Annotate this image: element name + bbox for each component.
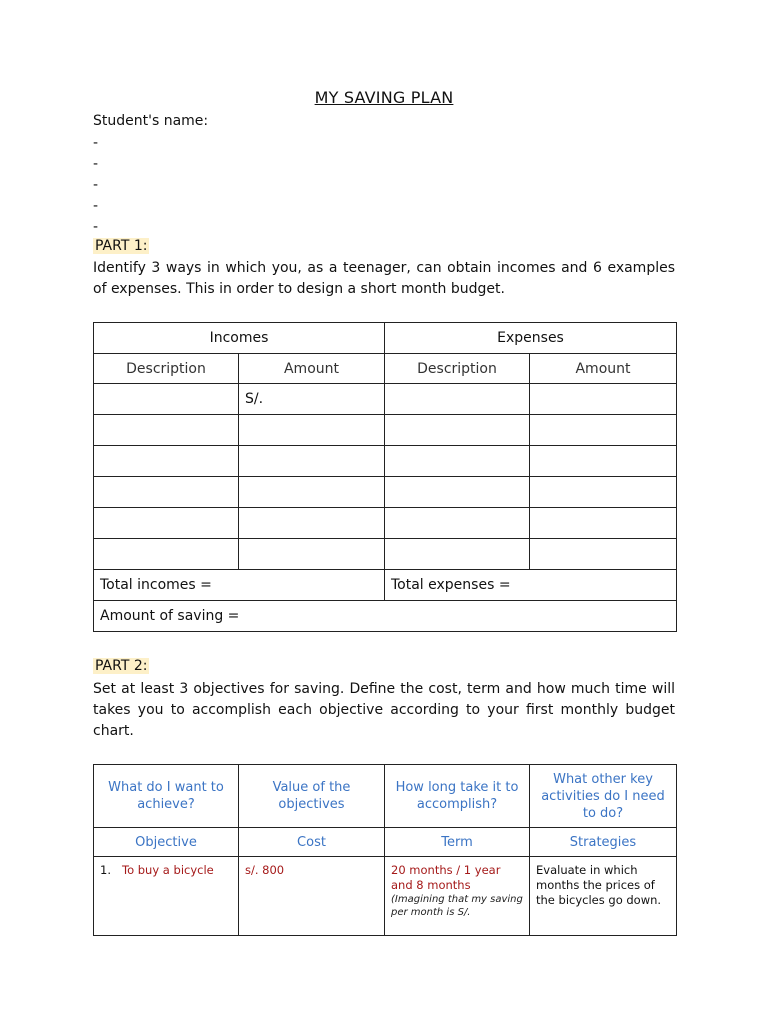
- income-description-header: Description: [94, 354, 239, 384]
- table-cell[interactable]: [385, 539, 530, 570]
- table-cell[interactable]: [530, 415, 677, 446]
- table-cell[interactable]: [530, 384, 677, 415]
- table-cell[interactable]: [239, 446, 385, 477]
- table-cell[interactable]: [239, 508, 385, 539]
- name-line-2: -: [93, 156, 99, 172]
- objective-number: 1.: [100, 863, 111, 877]
- total-incomes-cell[interactable]: Total incomes =: [94, 570, 385, 601]
- table-cell[interactable]: [239, 477, 385, 508]
- incomes-header: Incomes: [94, 323, 385, 354]
- part1-instructions: Identify 3 ways in which you, as a teenager, can obtain incomes and 6 examples of expenses. This in order to design a short month budget.: [93, 260, 675, 297]
- table-cell[interactable]: [385, 477, 530, 508]
- expense-amount-header: Amount: [530, 354, 677, 384]
- table-cell[interactable]: [94, 539, 239, 570]
- name-line-5: -: [93, 219, 99, 235]
- part2-label: [93, 658, 149, 674]
- question-term: How long take it to accomplish?: [385, 765, 530, 828]
- table-cell[interactable]: [530, 539, 677, 570]
- term-text: 20 months / 1 year and 8 months: [391, 863, 501, 892]
- table-row: [94, 477, 677, 508]
- expense-description-header: Description: [385, 354, 530, 384]
- part2-instructions: Set at least 3 objectives for saving. Define the cost, term and how much time will takes you to accomplish each objective according to your first monthly budget chart.: [93, 681, 675, 739]
- objectives-table: [93, 764, 677, 936]
- objective-cell[interactable]: [94, 857, 239, 936]
- page-title: MY SAVING PLAN: [314, 88, 454, 107]
- term-note: (Imagining that my saving per month is S/.: [391, 894, 523, 918]
- header-strategies: Strategies: [530, 828, 677, 857]
- total-expenses-cell[interactable]: Total expenses =: [385, 570, 677, 601]
- name-line-4: -: [93, 198, 99, 214]
- objective-text: To buy a bicycle: [122, 863, 214, 877]
- amount-of-saving-cell[interactable]: Amount of saving =: [94, 601, 677, 632]
- table-row: [94, 539, 677, 570]
- table-cell[interactable]: [94, 477, 239, 508]
- table-cell[interactable]: [385, 446, 530, 477]
- student-name-label: Student's name:: [93, 113, 209, 129]
- table-cell[interactable]: [94, 446, 239, 477]
- table-row: [94, 857, 677, 936]
- table-row: [94, 508, 677, 539]
- table-cell[interactable]: [239, 539, 385, 570]
- income-amount-header: Amount: [239, 354, 385, 384]
- budget-table: [93, 322, 677, 632]
- header-objective: Objective: [94, 828, 239, 857]
- question-activities: What other key activities do I need to do?: [530, 765, 677, 828]
- question-value: Value of the objectives: [239, 765, 385, 828]
- table-cell[interactable]: [530, 446, 677, 477]
- table-row: [94, 446, 677, 477]
- part1-label-text: PART 1:: [95, 238, 148, 254]
- table-cell[interactable]: [239, 415, 385, 446]
- table-cell[interactable]: [385, 508, 530, 539]
- table-cell[interactable]: [530, 508, 677, 539]
- term-cell[interactable]: [385, 857, 530, 936]
- question-objective: What do I want to achieve?: [94, 765, 239, 828]
- part2-label-text: PART 2:: [95, 658, 148, 674]
- table-cell[interactable]: [385, 384, 530, 415]
- table-cell[interactable]: [94, 508, 239, 539]
- table-cell[interactable]: [94, 384, 239, 415]
- header-cost: Cost: [239, 828, 385, 857]
- part1-label: [93, 238, 149, 254]
- table-cell[interactable]: [94, 415, 239, 446]
- table-cell[interactable]: [385, 415, 530, 446]
- cost-cell[interactable]: s/. 800: [239, 857, 385, 936]
- expenses-header: Expenses: [385, 323, 677, 354]
- name-line-1: -: [93, 135, 99, 151]
- header-term: Term: [385, 828, 530, 857]
- first-amount-cell[interactable]: S/.: [239, 384, 385, 415]
- strategy-cell[interactable]: Evaluate in which months the prices of the bicycles go down.: [530, 857, 677, 936]
- table-row: [94, 384, 677, 415]
- name-line-3: -: [93, 177, 99, 193]
- table-row: [94, 415, 677, 446]
- table-cell[interactable]: [530, 477, 677, 508]
